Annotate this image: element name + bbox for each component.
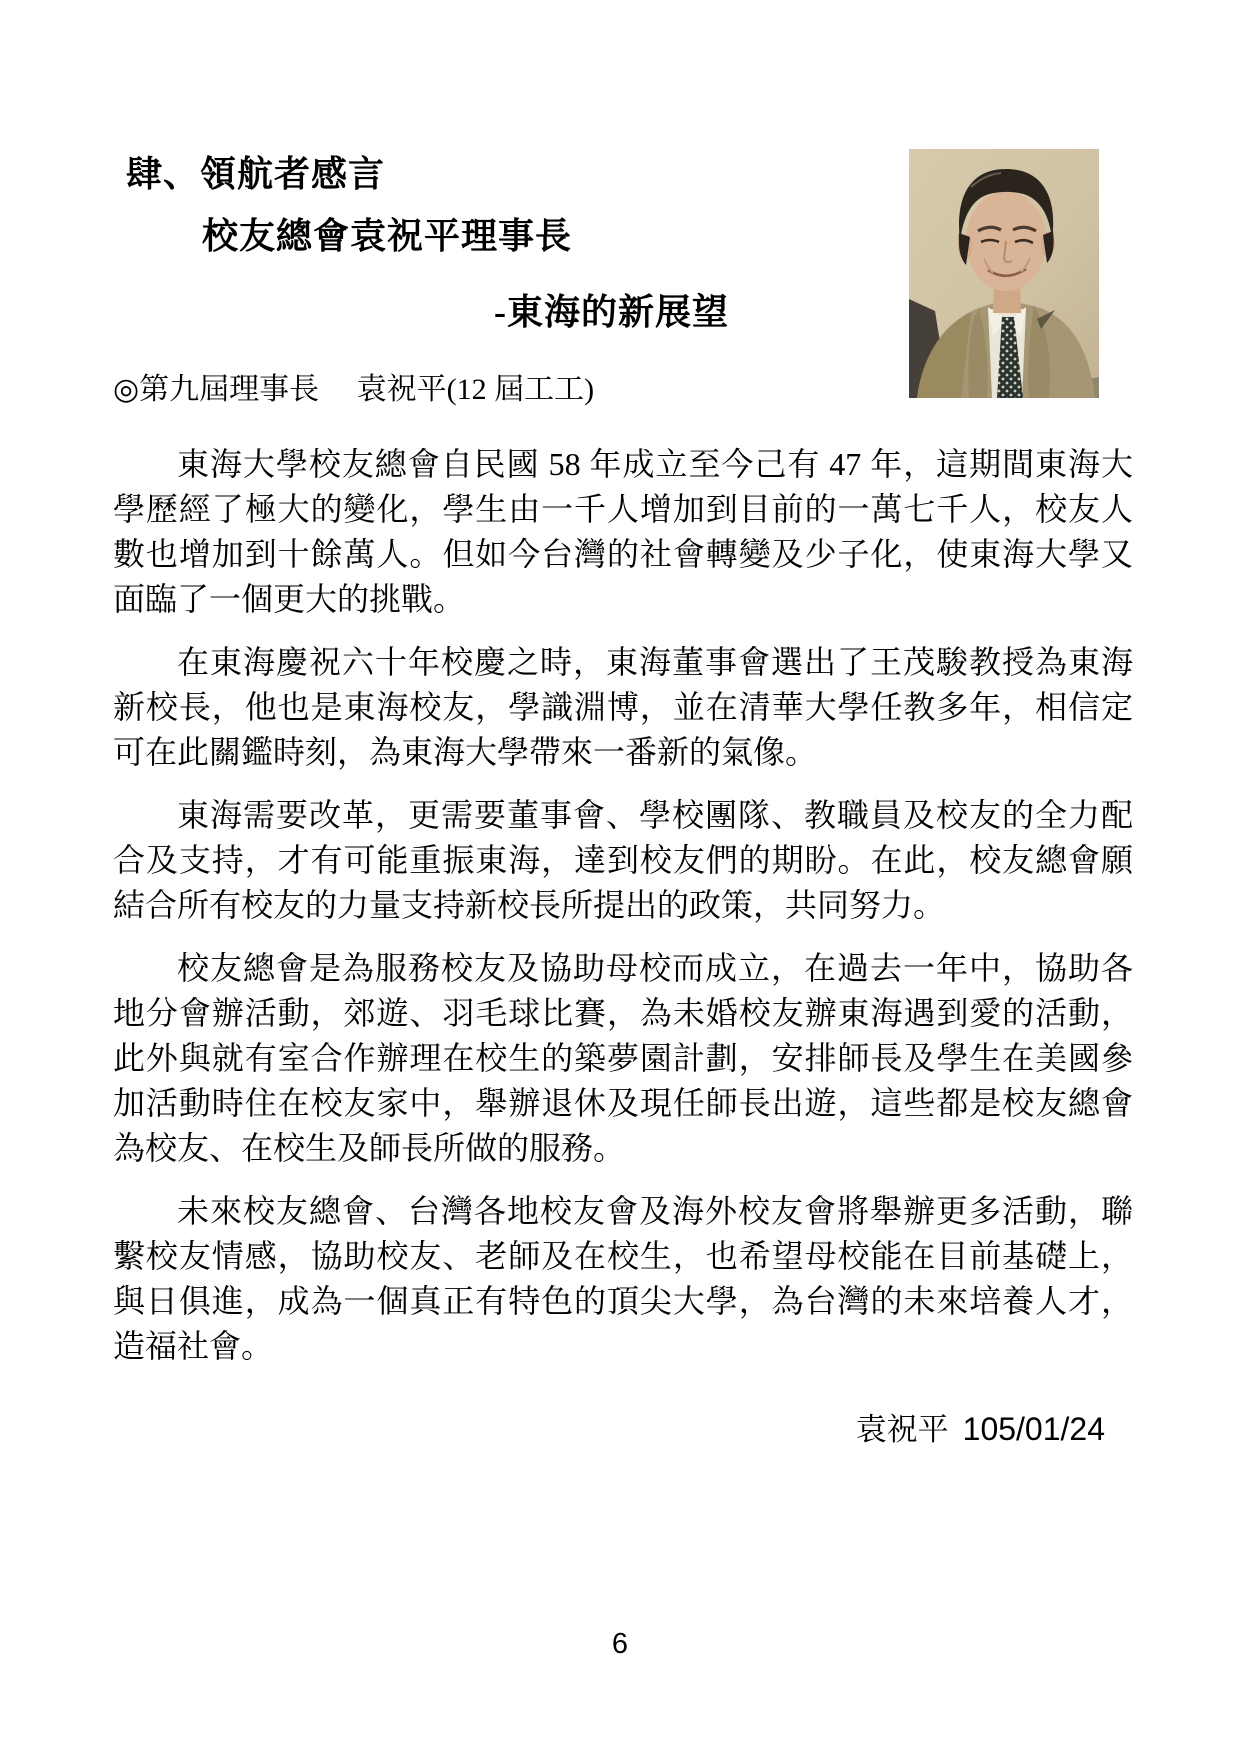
signature-date: 105/01/24 — [962, 1411, 1105, 1447]
chairman-portrait-illustration — [909, 149, 1099, 398]
body-paragraph: 校友總會是為服務校友及協助母校而成立，在過去一年中，協助各地分會辦活動，郊遊、羽毛球比賽，為未婚校友辦東海遇到愛的活動，此外與就有室合作辦理在校生的築夢園計劃，安排師長及學生在美國參加活動時住在校友家中，舉辦退休及現任師長出遊，這些都是校友總會為校友、在校生及師長所做的服務。 — [113, 950, 1133, 1166]
signature-line — [113, 1407, 1133, 1452]
signature-name: 袁祝平 — [855, 1412, 949, 1447]
vision-subtitle: -東海的新展望 — [494, 292, 729, 332]
body-paragraph: 在東海慶祝六十年校慶之時，東海董事會選出了王茂駿教授為東海新校長，他也是東海校友，學識淵博，並在清華大學任教多年，相信定可在此關鑑時刻，為東海大學帶來一番新的氣像。 — [113, 644, 1133, 770]
body-text — [113, 442, 1133, 1452]
body-paragraph: 東海需要改革，更需要董事會、學校團隊、教職員及校友的全力配合及支持，才有可能重振東海，達到校友們的期盼。在此，校友總會願結合所有校友的力量支持新校長所提出的政策，共同努力。 — [113, 797, 1133, 923]
chairman-subtitle: 校友總會袁祝平理事長 — [202, 216, 573, 256]
body-paragraph: 東海大學校友總會自民國 58 年成立至今己有 47 年，這期間東海大學歷經了極大的變化，學生由一千人增加到目前的一萬七千人，校友人數也增加到十餘萬人。但如今台灣的社會轉變及少子化，使東海大學又面臨了一個更大的挑戰。 — [113, 446, 1133, 617]
author-line: ◎第九屆理事長 袁祝平(12 屆工工) — [113, 373, 595, 406]
chairman-photo — [909, 149, 1099, 398]
body-paragraph: 未來校友總會、台灣各地校友會及海外校友會將舉辦更多活動，聯繫校友情感，協助校友、老師及在校生，也希望母校能在目前基礎上，與日俱進，成為一個真正有特色的頂尖大學，為台灣的未來培養人才，造福社會。 — [113, 1193, 1133, 1364]
page-number: 6 — [611, 1628, 629, 1660]
section-heading: 肆、領航者感言 — [126, 154, 386, 194]
